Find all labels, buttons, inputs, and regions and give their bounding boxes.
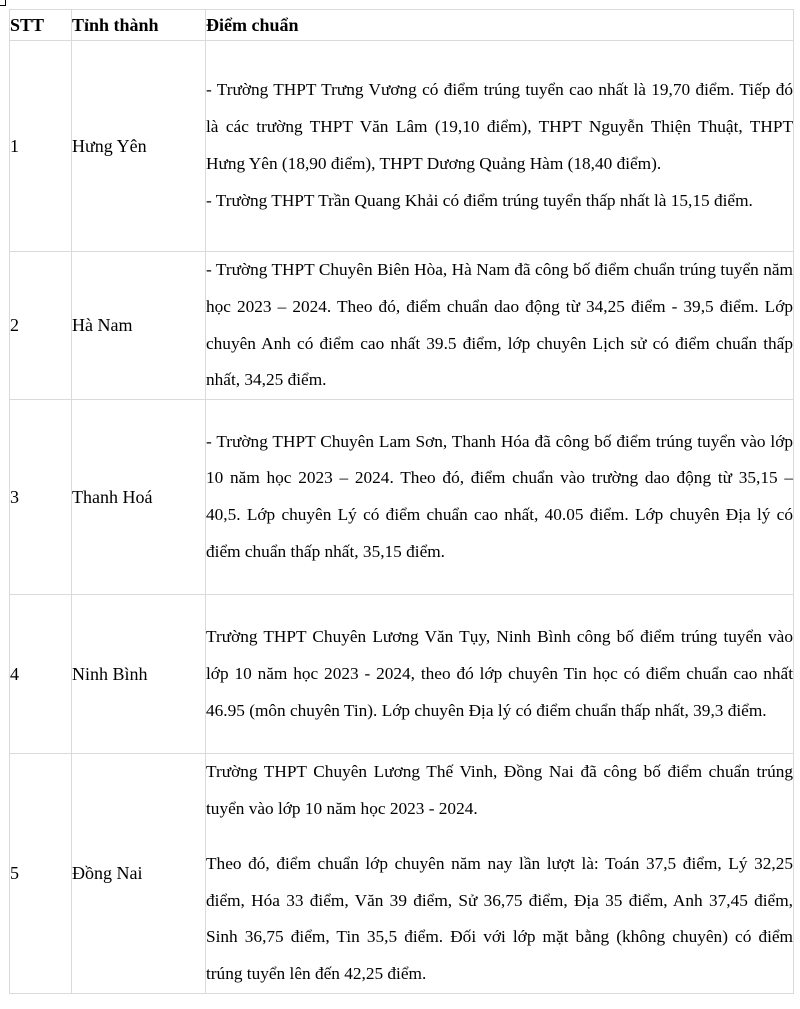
row-province: Hà Nam xyxy=(72,252,206,400)
row-province: Hưng Yên xyxy=(72,41,206,252)
table-header-row xyxy=(10,10,794,41)
score-paragraph: - Trường THPT Trưng Vương có điểm trúng tuyển cao nhất là 19,70 điểm. Tiếp đó là các trường THPT Văn Lâm (19,10 điểm), THPT Nguyễn Thiện Thuật, THPT Hưng Yên (18,90 điểm), THPT Dương Quảng Hàm (18,40 điểm). xyxy=(206,80,793,173)
table-row xyxy=(10,400,794,595)
row-province: Ninh Bình xyxy=(72,595,206,754)
row-stt: 2 xyxy=(10,252,72,400)
score-paragraph: - Trường THPT Chuyên Lam Sơn, Thanh Hóa đã công bố điểm trúng tuyển vào lớp 10 năm học 2023 – 2024. Theo đó, điểm chuẩn vào trường dao động từ 35,15 – 40,5. Lớp chuyên Lý có điểm chuẩn cao nhất, 40.05 điểm. Lớp chuyên Địa lý có điểm chuẩn thấp nhất, 35,15 điểm. xyxy=(206,431,793,561)
table-row xyxy=(10,41,794,252)
table-row xyxy=(10,252,794,400)
row-score-details xyxy=(206,595,794,754)
admission-scores-table xyxy=(9,9,794,994)
score-paragraph: - Trường THPT Trần Quang Khải có điểm trúng tuyển thấp nhất là 15,15 điểm. xyxy=(206,190,753,210)
header-stt: STT xyxy=(10,10,72,41)
row-score-details xyxy=(206,400,794,595)
row-score-details xyxy=(206,754,794,994)
header-score: Điểm chuẩn xyxy=(206,10,794,41)
row-score-details xyxy=(206,252,794,400)
score-paragraph: Theo đó, điểm chuẩn lớp chuyên năm nay lần lượt là: Toán 37,5 điểm, Lý 32,25 điểm, Hóa 33 điểm, Văn 39 điểm, Sử 36,75 điểm, Địa 35 điểm, Anh 37,45 điểm, Sinh 36,75 điểm, Tin 35,5 điểm. Đối với lớp mặt bằng (không chuyên) có điểm trúng tuyển lên đến 42,25 điểm. xyxy=(206,853,793,984)
score-paragraph: - Trường THPT Chuyên Biên Hòa, Hà Nam đã công bố điểm chuẩn trúng tuyển năm học 2023 – 2024. Theo đó, điểm chuẩn dao động từ 34,25 điểm - 39,5 điểm. Lớp chuyên Anh có điểm cao nhất 39.5 điểm, lớp chuyên Lịch sử có điểm chuẩn thấp nhất, 34,25 điểm. xyxy=(206,260,793,390)
row-stt: 1 xyxy=(10,41,72,252)
selection-corner-marker xyxy=(0,0,6,6)
table-row xyxy=(10,754,794,994)
row-province: Thanh Hoá xyxy=(72,400,206,595)
table-row xyxy=(10,595,794,754)
row-stt: 5 xyxy=(10,754,72,994)
header-province: Tỉnh thành xyxy=(72,10,206,41)
row-stt: 4 xyxy=(10,595,72,754)
score-paragraph: Trường THPT Chuyên Lương Thế Vinh, Đồng Nai đã công bố điểm chuẩn trúng tuyển vào lớp 10 năm học 2023 - 2024. xyxy=(206,762,793,818)
score-paragraph: Trường THPT Chuyên Lương Văn Tụy, Ninh Bình công bố điểm trúng tuyển vào lớp 10 năm học 2023 - 2024, theo đó lớp chuyên Tin học có điểm chuẩn cao nhất 46.95 (môn chuyên Tin). Lớp chuyên Địa lý có điểm chuẩn thấp nhất, 39,3 điểm. xyxy=(206,626,793,720)
row-score-details xyxy=(206,41,794,252)
row-province: Đồng Nai xyxy=(72,754,206,994)
row-stt: 3 xyxy=(10,400,72,595)
